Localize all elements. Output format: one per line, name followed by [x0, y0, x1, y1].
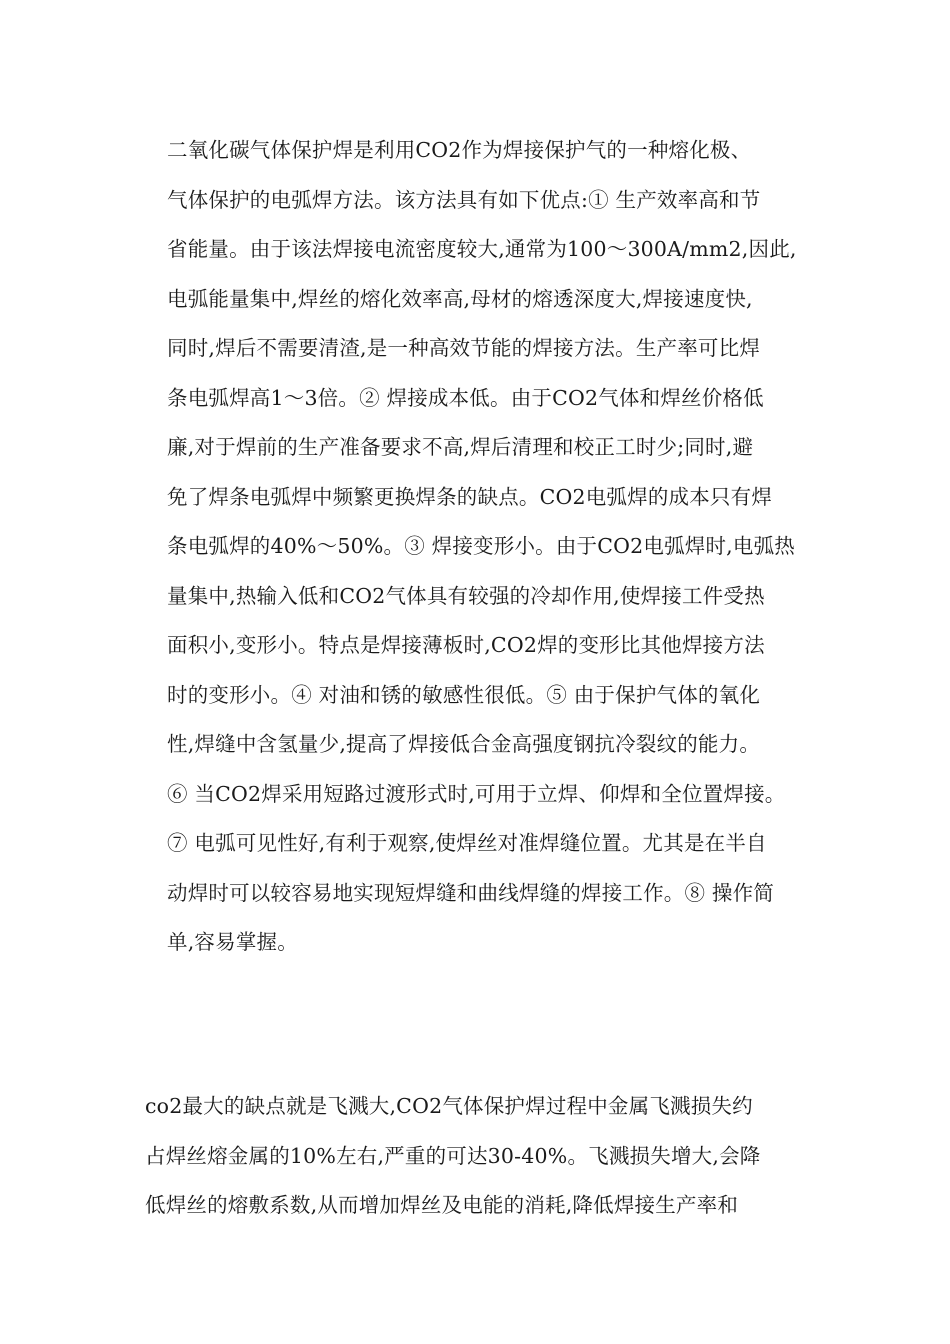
text-line: 性,焊缝中含氢量少,提高了焊接低合金高强度钢抗冷裂纹的能力。	[167, 732, 761, 756]
text-line: co2最大的缺点就是飞溅大,CO2气体保护焊过程中金属飞溅损失约	[145, 1094, 753, 1118]
text-line: 时的变形小。④ 对油和锈的敏感性很低。⑤ 由于保护气体的氧化	[167, 682, 761, 707]
text-line: 免了焊条电弧焊中频繁更换焊条的缺点。CO2电弧焊的成本只有焊	[167, 484, 773, 509]
text-line: 同时,焊后不需要清渣,是一种高效节能的焊接方法。生产率可比焊	[167, 336, 761, 360]
text-line: 占焊丝熔金属的10%左右,严重的可达30-40%。飞溅损失增大,会降	[145, 1143, 761, 1168]
text-line: 动焊时可以较容易地实现短焊缝和曲线焊缝的焊接工作。⑧ 操作简	[167, 880, 775, 905]
paragraph-disadvantages	[145, 1082, 810, 1231]
text-line: 二氧化碳气体保护焊是利用CO2作为焊接保护气的一种熔化极、	[167, 138, 752, 162]
text-line: 低焊丝的熔敷系数,从而增加焊丝及电能的消耗,降低焊接生产率和	[145, 1193, 739, 1217]
text-line: 条电弧焊的40%～50%。③ 焊接变形小。由于CO2电弧焊时,电弧热	[167, 534, 795, 558]
paragraph-advantages	[145, 126, 810, 968]
text-line: 气体保护的电弧焊方法。该方法具有如下优点:① 生产效率高和节	[167, 187, 761, 212]
text-line: ⑥ 当CO2焊采用短路过渡形式时,可用于立焊、仰焊和全位置焊接。	[167, 781, 786, 806]
text-line: 廉,对于焊前的生产准备要求不高,焊后清理和校正工时少;同时,避	[167, 435, 754, 459]
text-line: 省能量。由于该法焊接电流密度较大,通常为100～300A/mm2,因此,	[167, 237, 797, 261]
text-line: 条电弧焊高1～3倍。② 焊接成本低。由于CO2气体和焊丝价格低	[167, 385, 764, 410]
text-line: 电弧能量集中,焊丝的熔化效率高,母材的熔透深度大,焊接速度快,	[167, 286, 753, 311]
text-line: 单,容易掌握。	[167, 930, 298, 954]
text-line: 量集中,热输入低和CO2气体具有较强的冷却作用,使焊接工件受热	[167, 583, 765, 608]
text-line: ⑦ 电弧可见性好,有利于观察,使焊丝对准焊缝位置。尤其是在半自	[167, 831, 767, 855]
text-line: 面积小,变形小。特点是焊接薄板时,CO2焊的变形比其他焊接方法	[167, 633, 765, 657]
